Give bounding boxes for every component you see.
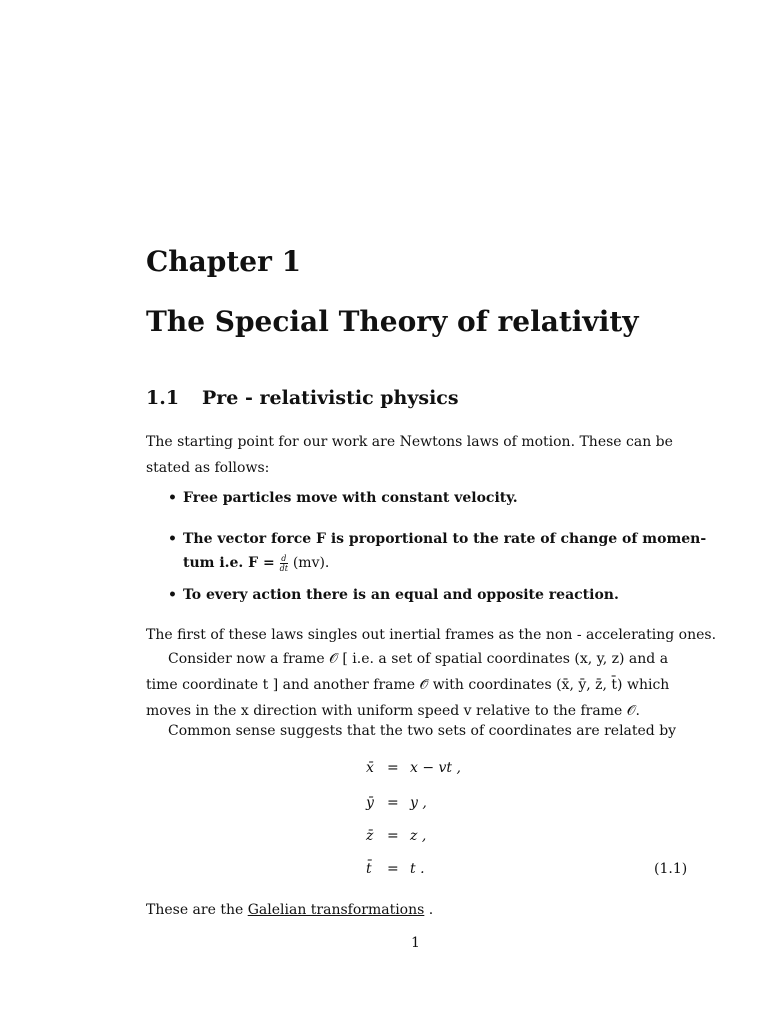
chapter-title: The Special Theory of relativity [146,305,639,338]
equation-op: = [387,760,399,776]
section-heading [146,387,459,409]
bullet-icon: • [168,587,177,603]
closing-prefix: These are the [146,902,244,918]
derivative-fraction [280,554,288,573]
frames-paragraph: Consider now a frame 𝒪 [ i.e. a set of spatial coordinates (x, y, z) and a time coordinate t ] and another frame 𝒪̄ with coordinates (x̄, ȳ, z̄, t̄) which moves in the x direction with uniform speed v relative to the frame 𝒪. [146,651,670,719]
law-second-line1: The vector force F is proportional to the rate of change of momen- [183,531,707,547]
equation-rhs: t . [410,861,425,877]
section-number: 1.1 [146,387,180,409]
law-second [168,527,707,575]
page-number: 1 [411,935,420,951]
equation-lhs: ȳ [366,795,374,811]
closing-suffix: . [428,902,434,918]
inertial-paragraph: The first of these laws singles out inertial frames as the non - accelerating ones. [146,627,717,643]
intro-paragraph: The starting point for our work are Newtons laws of motion. These can be stated as follows: [146,434,673,476]
equation-op: = [387,861,399,877]
fraction-numerator: d [281,553,287,563]
equation-op: = [387,828,399,844]
bullet-icon: • [168,531,177,547]
equation-lhs: x̄ [366,760,374,776]
section-title: Pre - relativistic physics [202,387,459,409]
equation-lhs: t̄ [366,861,372,877]
equation-rhs: x − vt , [410,760,461,776]
chapter-label: Chapter 1 [146,245,302,278]
bullet-icon: • [168,490,177,506]
law-first-text: Free particles move with constant velocity. [183,490,518,506]
equation-rhs: y , [410,795,427,811]
fraction-denominator: dt [279,563,288,573]
equation-op: = [387,795,399,811]
common-sense-paragraph: Common sense suggests that the two sets of coordinates are related by [168,723,677,739]
law-second-suffix: (mv). [292,555,330,571]
law-third [168,587,619,603]
galelian-transformations-link[interactable]: Galelian transformations [247,902,425,918]
law-second-line2 [183,551,706,575]
law-first [168,490,518,506]
law-second-prefix: tum i.e. F = [183,555,275,571]
law-third-text: To every action there is an equal and opposite reaction. [183,587,619,603]
equation-number: (1.1) [654,861,688,877]
equation-lhs: z̄ [366,828,374,844]
equation-rhs: z , [410,828,427,844]
closing-paragraph [146,897,433,923]
